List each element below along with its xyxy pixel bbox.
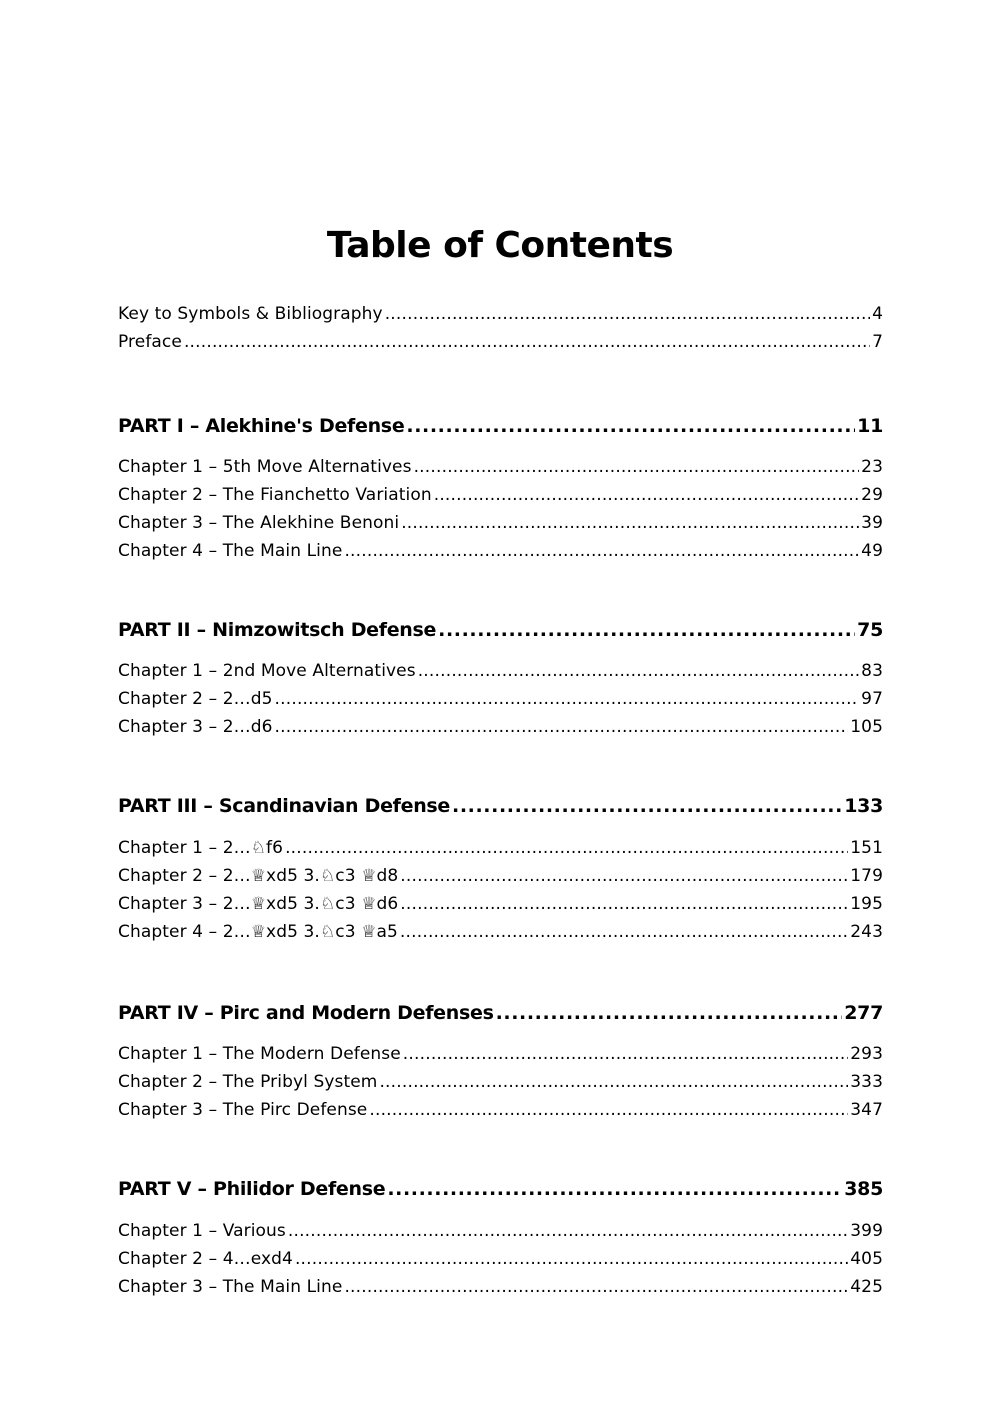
dot-leader — [400, 918, 848, 946]
toc-chapter-entry[interactable] — [118, 862, 883, 890]
toc-chapter-entry[interactable] — [118, 1217, 883, 1245]
entry-page-number: 7 — [872, 332, 883, 352]
toc-chapter-entry[interactable] — [118, 1273, 883, 1301]
entry-label: Chapter 1 – 2nd Move Alternatives — [118, 661, 416, 681]
entry-label: Preface — [118, 332, 182, 352]
entry-label: Chapter 4 – 2…♕xd5 3.♘c3 ♕a5 — [118, 922, 398, 942]
entry-page-number: 293 — [850, 1044, 883, 1064]
toc-chapter-entry[interactable] — [118, 918, 883, 946]
entry-label: Chapter 3 – The Main Line — [118, 1277, 343, 1297]
part-page-number: 277 — [844, 1002, 883, 1024]
part-page-number: 11 — [857, 415, 883, 437]
dot-leader — [344, 1273, 848, 1301]
entry-label: Chapter 1 – 2…♘f6 — [118, 838, 284, 858]
dot-leader — [275, 685, 860, 713]
entry-page-number: 23 — [861, 457, 883, 477]
toc-part-3[interactable] — [118, 791, 883, 821]
entry-label: Chapter 1 – Various — [118, 1221, 286, 1241]
toc-chapter-entry[interactable] — [118, 537, 883, 565]
dot-leader — [401, 509, 859, 537]
toc-chapter-entry[interactable] — [118, 685, 883, 713]
toc-part-1[interactable] — [118, 411, 883, 441]
dot-leader — [496, 998, 843, 1028]
entry-label: Chapter 2 – The Pribyl System — [118, 1072, 378, 1092]
entry-page-number: 29 — [861, 485, 883, 505]
dot-leader — [406, 411, 855, 441]
entry-label: Chapter 2 – 2…♕xd5 3.♘c3 ♕d8 — [118, 866, 399, 886]
entry-label: Chapter 3 – The Pirc Defense — [118, 1100, 368, 1120]
toc-chapter-entry[interactable] — [118, 657, 883, 685]
toc-chapter-entry[interactable] — [118, 1068, 883, 1096]
part-page-number: 385 — [844, 1178, 883, 1200]
dot-leader — [275, 713, 849, 741]
entry-page-number: 4 — [872, 304, 883, 324]
dot-leader — [379, 1068, 848, 1096]
toc-chapter-entry[interactable] — [118, 481, 883, 509]
entry-page-number: 39 — [861, 513, 883, 533]
entry-page-number: 347 — [850, 1100, 883, 1120]
entry-page-number: 151 — [850, 838, 883, 858]
part-label: PART V – Philidor Defense — [118, 1178, 386, 1200]
entry-page-number: 405 — [850, 1249, 883, 1269]
dot-leader — [452, 791, 842, 821]
dot-leader — [184, 328, 870, 356]
dot-leader — [414, 453, 860, 481]
dot-leader — [288, 1217, 848, 1245]
dot-leader — [400, 890, 848, 918]
dot-leader — [285, 834, 848, 862]
page-title: Table of Contents — [326, 225, 674, 267]
toc-chapter-entry[interactable] — [118, 713, 883, 741]
dot-leader — [438, 615, 855, 645]
dot-leader — [434, 481, 859, 509]
entry-label: Chapter 3 – 2…d6 — [118, 717, 273, 737]
dot-leader — [403, 1040, 848, 1068]
entry-page-number: 97 — [861, 689, 883, 709]
toc-part-5[interactable] — [118, 1174, 883, 1204]
toc-chapter-entry[interactable] — [118, 453, 883, 481]
entry-page-number: 195 — [850, 894, 883, 914]
dot-leader — [385, 300, 870, 328]
entry-label: Chapter 2 – The Fianchetto Variation — [118, 485, 432, 505]
toc-chapter-entry[interactable] — [118, 834, 883, 862]
part-label: PART I – Alekhine's Defense — [118, 415, 405, 437]
dot-leader — [387, 1174, 842, 1204]
entry-page-number: 399 — [850, 1221, 883, 1241]
dot-leader — [400, 862, 848, 890]
toc-part-4[interactable] — [118, 998, 883, 1028]
entry-label: Chapter 4 – The Main Line — [118, 541, 343, 561]
entry-label: Chapter 3 – 2…♕xd5 3.♘c3 ♕d6 — [118, 894, 399, 914]
entry-page-number: 105 — [850, 717, 883, 737]
dot-leader — [344, 537, 859, 565]
dot-leader — [295, 1245, 848, 1273]
entry-label: Chapter 2 – 4…exd4 — [118, 1249, 293, 1269]
toc-chapter-entry[interactable] — [118, 1040, 883, 1068]
dot-leader — [418, 657, 859, 685]
entry-label: Chapter 1 – The Modern Defense — [118, 1044, 401, 1064]
entry-label: Chapter 3 – The Alekhine Benoni — [118, 513, 400, 533]
entry-page-number: 49 — [861, 541, 883, 561]
entry-page-number: 243 — [850, 922, 883, 942]
toc-chapter-entry[interactable] — [118, 1245, 883, 1273]
part-label: PART IV – Pirc and Modern Defenses — [118, 1002, 494, 1024]
toc-chapter-entry[interactable] — [118, 509, 883, 537]
entry-page-number: 425 — [850, 1277, 883, 1297]
part-page-number: 133 — [844, 795, 883, 817]
entry-label: Chapter 2 – 2…d5 — [118, 689, 273, 709]
part-page-number: 75 — [857, 619, 883, 641]
entry-page-number: 83 — [861, 661, 883, 681]
entry-label: Key to Symbols & Bibliography — [118, 304, 383, 324]
entry-label: Chapter 1 – 5th Move Alternatives — [118, 457, 412, 477]
toc-chapter-entry[interactable] — [118, 1096, 883, 1124]
part-label: PART II – Nimzowitsch Defense — [118, 619, 437, 641]
toc-chapter-entry[interactable] — [118, 890, 883, 918]
entry-page-number: 179 — [850, 866, 883, 886]
entry-page-number: 333 — [850, 1072, 883, 1092]
part-label: PART III – Scandinavian Defense — [118, 795, 451, 817]
dot-leader — [369, 1096, 848, 1124]
toc-entry-key-to-symbols[interactable] — [118, 300, 883, 328]
toc-entry-preface[interactable] — [118, 328, 883, 356]
toc-part-2[interactable] — [118, 615, 883, 645]
